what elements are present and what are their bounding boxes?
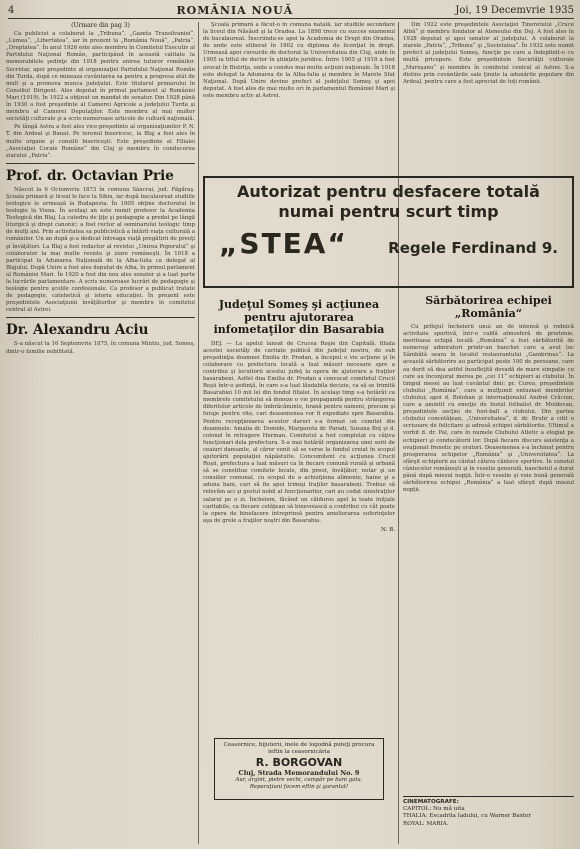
column-right xyxy=(403,22,574,844)
cinema-listings xyxy=(403,796,574,828)
column-rule xyxy=(198,22,199,844)
paragraph: Pe lângă Astra a fost ales vice-preşedinte al organizaţiunilor P. N. T. din Ardeal şi Banat. Pe terenul bisericesc, la Blaj a fost ales în multe organe şi consilii bisericeşti. Este preşedinte al Filialei „Asociaţiei Corale Române“ din Cluj şi membru în conducerea ziarului „Patria“. xyxy=(6,124,195,159)
paragraph: Născut la 6 Octomvrie 1873 în comuna Sâncrai, jud. Făgăraş. Şcoala primară şi liceul le face la Sibiu, iar după bacalaureat studiile teologice le urmează la Budapesta. În 1905 obţine doctoratul în teologie la Viena. În acelaşi an este numit profesor la Academia Teologică din Blaj. La catedra de ţiţe şi pedagogie a predat pe lângă liturgică şi drept canonic; a fost rector al seminarului teologic timp de mulţi ani. Prin activitatea sa publicistică a întărit viaţa culturală a românilor. Un an după şi-a dedicat întreaga viaţă pregătirii de preoţi şi învăţători. La Blaj a fost redactor al revistei „Unirea Poporului“ şi colaborator la mai multe reviste şi ziare româneşti. În 1918 a participat la Adunarea Naţională de la Alba-Iulia ca delegat al Blajului. După Unire a fost ales deputat de Alba, în primul parlament al României Mari. În 1920 a fost din nou ales senator şi a luat parte la lucrările parlamentare. A scris numeroase lucrări de pedagogie şi teologie pentru şcolile confesionale. Ca profesor a publicat tratate de pedagogie, catehetică şi istoria educaţiei. În prezent este preşedintele Asociaţiunii învăţătorilor şi membru în comitetul central al Astrei. xyxy=(6,186,195,314)
borgovan-advertisement xyxy=(214,738,384,800)
cinema-thalia: THALIA: Escadrila Iadului, cu Warner Baxter xyxy=(403,813,532,820)
issue-date: Joi, 19 Decemvrie 1935 xyxy=(455,5,574,16)
paragraph: Şcoala primară a făcut-o în comuna natală, iar studiile secundare la liceul din Năsăud şi la Oradea. La 1898 trece cu succes examenul de bacalaureat. Înscriindu-se apoi la Academia de Drept din Oradea, de unde este eliberat în 1902 cu diploma de licenţiat în drept. Urmează apoi cursurile de doctorat la Universitatea din Cluj, unde în 1905 ia titlul de doctor în ştiinţele juridice. Între 1905 şi 1918 a fost avocat în Bistriţa, unde a condus mai multe acţiuni naţionale. În 1918 este delegat la Adunarea de la Alba-Iulia şi membru în Marele Sfat Naţional. După Unire devine prefect al judeţului Someş şi apoi deputat. A fost ales de mai multe ori în parlamentul României Mari şi este membru activ al Astrei. xyxy=(203,22,395,99)
heading-aciu: Dr. Alexandru Aciu xyxy=(6,322,149,339)
paragraph: Ca publicist a colaborat la „Tribuna“, „Gazeta Transilvaniei“, „Lumea“, „Libertatea“, iar în prezent la „România Nouă“, „Patria“, „Dreptatea“. În anul 1926 este ales membru în Comitetul Executiv al Partidului Naţional Român, participând în această calitate la memorabilele şedinţe din 1918 pentru unirea tuturor românilor. Secretar, apoi preşedinte al organizaţiei Partidului Naţional Român din Turda, după ce mineaza cuvântarea sa pentru a progresa atât de mult şi a promova munca judeţului. Este titularul primarului în Consiliul Dirigent. Ales deputat în primul parlament al României Mari (1919). În 1922 a obţinut un mandat de senator. Din 1928 până în 1930 a fost preşedinte al Camerei Agricole a judeţului Turda şi membru al Camerei Deputaţilor. Este membru al mai multor societăţi culturale şi a scris numeroase articole de cultură naţională. xyxy=(6,31,195,123)
cinema-capitol: CAPITOL: Nu mă uita xyxy=(403,806,465,813)
cinema-royal: ROYAL: MARIA. xyxy=(403,820,449,827)
ad-small-line-1: Ceasornice, bijuterii, inele de logodnă puteţi procura ieftin la ceasornicăria xyxy=(223,742,375,755)
paragraph: Cu prilejul încheierii unui an de intensă şi rodnică activitate sportivă, într-o caldă atmosferă de prietenie, meritoasa echipă locală „România“ a fost sărbătorită de numeroşi admiratori printr-un banchet care a avut loc Sâmbătă seara în localul restaurantului „Gambrinus“. La această sărbătorire au participat peste 100 de persoane, care au dorit să dea astfel însufleţită dovadă de mare simpatie cu care au înconjurat merea pe „cei 11“ echipieri ai clubului. În timpul mesei au luat cuvântul dnii: pr. Curea, preşedintele clubului „România“, care a mulţumit entuziast membrilor clubului; apoi d. Bolohan şi internaţionalul Andrei Crăciun, care a amintit cu emoţie de fostul fotbalist dr. Moldovan, preşedintele secţiei de foot-ball a clubului. Din partea clubului concetăţean, „Universitatea“, d. dr. Bruhr a citit o scrisoare de felicitare şi adresă echipei sărbătorite. Ultimul a vorbit d. dr. Pal, care în numele Clubului Atletic a elogiat pe echipieri şi conducătorii lor. După fiecare discurs asistenţa a ovaţionat frenetic pe oratori. Deasemenea s-a închinat pentru prosperarea echipelor „România“ şi „Universitatea“. La sfârşit echipierii au cântat câteva cântece sportive. În sunetul cântecelor româneşti şi în veselie generală, banchetul a durat până după miezul nopţii. Într-o veselie şi voie bună generală sărbătorirea echipei „România“ a luat sfârşit după miezul nopţii. xyxy=(403,324,574,494)
masthead xyxy=(8,3,574,19)
paragraph: S-a născut la 16 Septemvrie 1875, în comuna Mintiu, jud. Someş, dintr-o familie nobilitată. xyxy=(6,341,195,355)
column-middle-top xyxy=(203,22,395,170)
ad-line-2: numai pentru scurt timp xyxy=(278,202,499,221)
column-right-top xyxy=(403,22,574,170)
ad-street: Regele Ferdinand 9. xyxy=(388,239,558,257)
paragraph: DEJ. — La apelul lansat de Crucea Roşie din Capitală, filiala acestei societăţi de caritate publică din judeţul nostru, de sub preşedinţia doamnei Emilia dr. Prodan, a început o vie acţiune şi în colaborare cu prefectura locală a luat măsuri necesare spre a contribui şi locuitorii acestui judeţ la opera de ajutorare a fraţilor basarabeni. Astfel dna Emilia dr. Prodan a convocat comitetul Crucii Roşii într-o şedinţă, în care s-a luat lăudabila decizie, ca să se trimită Basarabiei 10 mii lei din fondul filialei. În acelaşi timp s-a hotărât ca membrele comitetului să doneze o vie propagandă pentru strângerea diferitelor articole de îmbrăcăminte, hrană pentru oameni, precum şi furaje pentru vite, cari deasemenea vor fi expediate spre Basarabia. Pentru recepţionarea acestor daruri s-a format un comitet din doamnele: Amalia dr. Domide, Margareta dr. Paradi, Susana Boţ şi d. colonel în retragere Herman. Comitetul a fost completat cu câţiva funcţionari dela prefectura. S-a mai hotărât organizarea unei serii de ceaiuri dansante, al căror venit să se verse la fondul creiat în scopul ajutorării populaţiei năpăstuite. Concomitent cu acţiunea Crucii Roşii, prefectura a luat măsuri ca în fiecare comună rurală şi urbană să se constitue comitete locale, din preot, învăţător, notar şi un consilier comunal, cu scopul de a achiziţiona alimente, haine şi a aduna bani, cari să fie apoi trimişi fraţilor basarabeni. Trebue să relevăm aci şi gestul nobil al funcţionarilor, cari au cedat sinistraţilor salarul pe o zi. Încheiem, făcând un călduros apel la toate iniţiale caritabile, ca fiecare cetăţean să binevoiască a contribui cu cât poate la opera de binefacere întreprinsă pentru ameliorarea suferinţelor aşa de grele a fraţilor noştri din Basarabia. xyxy=(203,340,395,524)
ad-small-note: Aur, argint, pietre vechi, cumpăr pe bani gata. Reparaţiuni facem eftin şi garantat! xyxy=(235,777,363,790)
ad-line-1: Autorizat pentru desfacere totală xyxy=(237,182,540,201)
stea-advertisement xyxy=(203,176,574,288)
paragraph: Din 1922 este preşedintele Asociaţiei Tineretului „Cruce Albă“ şi membru fondator al Ateneului din Dej. A fost ales în 1928 deputat şi apoi senator al judeţului. A colaborat la ziarele „Patria“, „Tribuna“ şi „Societatea“. În 1932 este numit prefect al judeţului Someş, funcţie pe care a îndeplinit-o cu multă pricepere. Este preşedintele Societăţii culturale „Mureşanu“ şi membru în comitetul central al Astrei. S-a distins prin cuvântările sale ţinute la adunările populare din Ardeal, pentru care a fost apreciat de toţi românii. xyxy=(403,22,574,85)
heading-somes: Judeţul Someş şi acţiunea pentru ajutorarea infometaţilor din Basarabia xyxy=(213,298,385,336)
divider xyxy=(6,163,195,164)
newspaper-title: ROMÂNIA NOUĂ xyxy=(176,4,294,17)
heading-prie: Prof. dr. Octavian Prie xyxy=(6,167,174,184)
ad-small-name: R. BORGOVAN xyxy=(255,756,343,769)
heading-romania: Sărbătorirea echipei „România“ xyxy=(425,294,552,320)
divider xyxy=(6,317,195,318)
ad-brand: „STEA“ xyxy=(219,227,348,260)
page-number: 4 xyxy=(8,5,15,16)
ad-brand-row xyxy=(213,227,564,260)
column-rule xyxy=(398,22,399,844)
continuation-note: (Urmare din pag 3) xyxy=(71,22,130,29)
signature: N. B. xyxy=(381,526,395,533)
column-left xyxy=(6,22,195,844)
ad-small-address: Cluj, Strada Memorandului No. 9 xyxy=(238,769,360,777)
cinema-title: CINEMATOGRAFE: xyxy=(403,799,459,805)
